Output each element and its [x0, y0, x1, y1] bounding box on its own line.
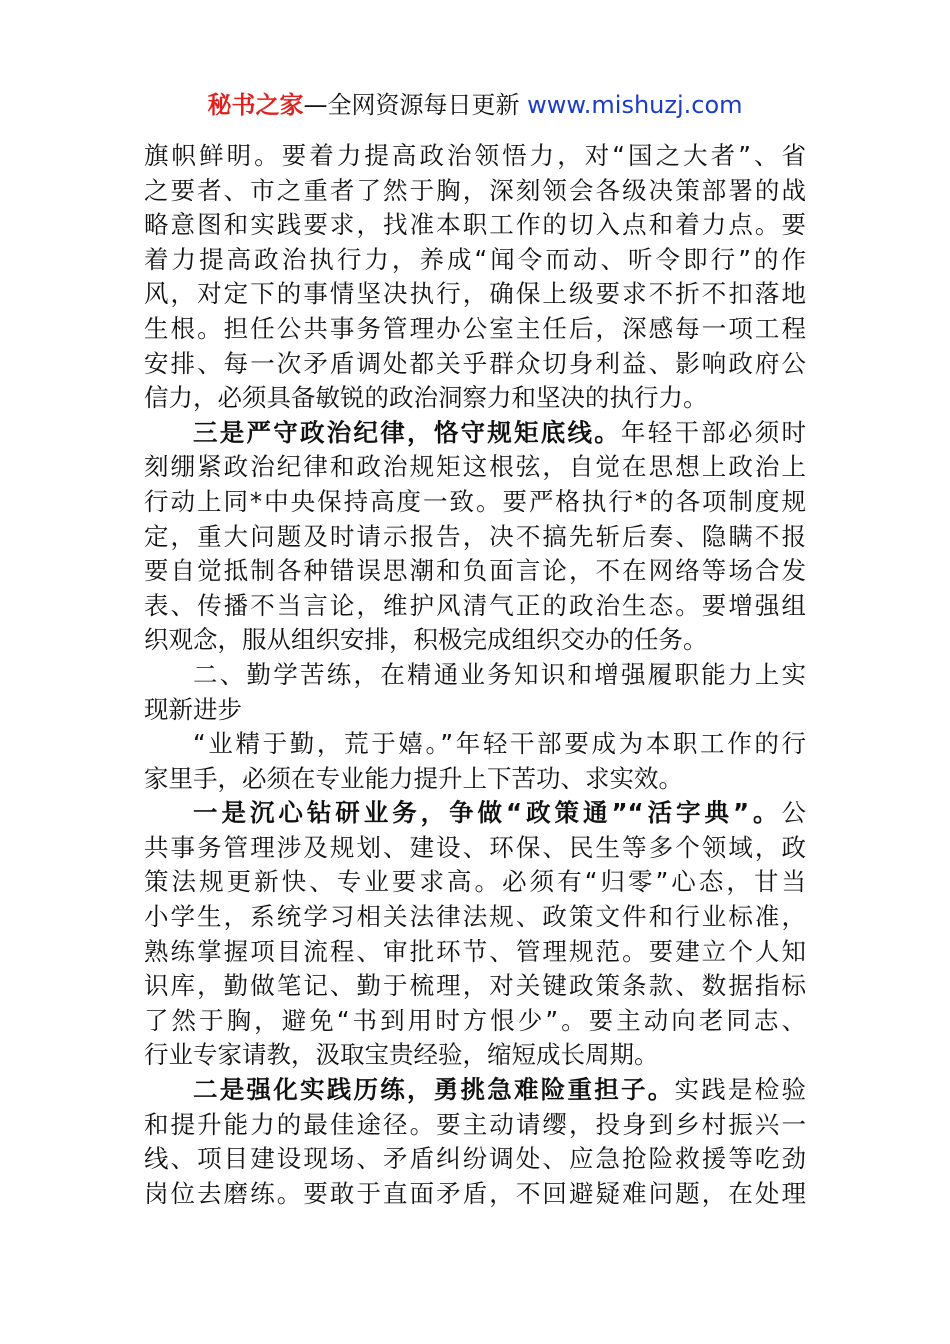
line-text: 要自觉抵制各种错误思潮和负面言论，不在网络等场合发 [144, 556, 806, 586]
text-line [144, 831, 806, 866]
text-line [144, 1004, 806, 1039]
bold-heading: 一是沉心钻研业务，争做“政策通”“活字典”。 [193, 798, 782, 828]
line-text: 了然于胸，避免“书到用时方恨少”。要主动向老同志、 [144, 1005, 806, 1035]
line-text: 略意图和实践要求，找准本职工作的切入点和着力点。要 [144, 210, 806, 240]
text-line [144, 900, 806, 935]
line-text: 行动上同*中央保持高度一致。要严格执行*的各项制度规 [144, 486, 806, 516]
text-line [144, 520, 806, 555]
text-line [144, 1177, 806, 1212]
text-line [144, 1108, 806, 1143]
text-line [144, 935, 806, 970]
line-text: 行业专家请教，汲取宝贵经验，缩短成长周期。 [144, 1040, 659, 1070]
line-text: 信力，必须具备敏锐的政治洞察力和坚决的执行力。 [144, 383, 708, 413]
line-text: 定，重大问题及时请示报告，决不搞先斩后奏、隐瞒不报 [144, 521, 806, 551]
site-url-link[interactable]: www.mishuzj.com [527, 91, 743, 119]
line-text: 旗帜鲜明。要着力提高政治领悟力，对“国之大者”、省 [144, 141, 806, 170]
text-line [144, 865, 806, 900]
line-text: 表、传播不当言论，维护风清气正的政治生态。要增强组 [144, 590, 806, 620]
text-line [144, 277, 806, 312]
text-line [144, 1038, 806, 1073]
text-line [144, 312, 806, 347]
text-line [144, 554, 806, 589]
text-line [144, 416, 806, 451]
text-line [144, 693, 806, 728]
line-text: 实践是检验 [674, 1075, 806, 1105]
line-text: 家里手，必须在专业能力提升上下苦功、求实效。 [144, 763, 683, 793]
line-text: 年轻干部必须时 [621, 417, 806, 447]
text-line [144, 174, 806, 209]
text-line [144, 347, 806, 382]
line-text: 安排、每一次矛盾调处都关乎群众切身利益、影响政府公 [144, 348, 806, 378]
text-line [144, 969, 806, 1004]
line-text: 二、勤学苦练，在精通业务知识和增强履职能力上实 [193, 659, 806, 689]
line-text: 线、项目建设现场、矛盾纠纷调处、应急抢险救援等吃劲 [144, 1144, 806, 1174]
text-line [144, 658, 806, 693]
line-text: 织观念，服从组织安排，积极完成组织交办的任务。 [144, 625, 708, 655]
bold-heading: 三是严守政治纪律，恪守规矩底线。 [193, 417, 621, 447]
line-text: 和提升能力的最佳途径。要主动请缨，投身到乡村振兴一 [144, 1109, 806, 1139]
line-text: 现新进步 [144, 694, 242, 724]
text-line [144, 450, 806, 485]
line-text: 共事务管理涉及规划、建设、环保、民生等多个领域，政 [144, 832, 806, 862]
text-line [144, 139, 806, 174]
text-line [144, 381, 806, 416]
line-text: 着力提高政治执行力，养成“闻令而动、听令即行”的作 [144, 244, 806, 274]
line-text: 识库，勤做笔记、勤于梳理，对关键政策条款、数据指标 [144, 971, 806, 1001]
bold-heading: 二是强化实践历练，勇挑急难险重担子。 [193, 1075, 675, 1105]
site-brand: 秘书之家 [207, 91, 304, 119]
text-line [144, 796, 806, 831]
text-line [144, 1142, 806, 1177]
line-text: 小学生，系统学习相关法律法规、政策文件和行业标准， [144, 902, 806, 932]
text-line [144, 485, 806, 520]
text-line [144, 1073, 806, 1108]
line-text: 风，对定下的事情坚决执行，确保上级要求不折不扣落地 [144, 279, 806, 309]
site-slogan: —全网资源每日更新 [303, 91, 520, 119]
line-text: 熟练掌握项目流程、审批环节、管理规范。要建立个人知 [144, 936, 806, 966]
line-text: 之要者、市之重者了然于胸，深刻领会各级决策部署的战 [144, 175, 806, 205]
text-line [144, 727, 806, 762]
site-header [0, 88, 950, 122]
text-line [144, 589, 806, 624]
text-line [144, 208, 806, 243]
line-text: 策法规更新快、专业要求高。必须有“归零”心态，甘当 [144, 867, 806, 897]
line-text: “业精于勤，荒于嬉。”年轻干部要成为本职工作的行 [193, 729, 806, 759]
line-text: 岗位去磨练。要敢于直面矛盾，不回避疑难问题，在处理 [144, 1178, 806, 1208]
text-line [144, 623, 806, 658]
text-line [144, 243, 806, 278]
line-text: 刻绷紧政治纪律和政治规矩这根弦，自觉在思想上政治上 [144, 452, 806, 482]
line-text: 公 [781, 798, 806, 828]
line-text: 生根。担任公共事务管理办公室主任后，深感每一项工程 [144, 313, 806, 343]
text-line [144, 762, 806, 797]
document-body [144, 139, 806, 1211]
